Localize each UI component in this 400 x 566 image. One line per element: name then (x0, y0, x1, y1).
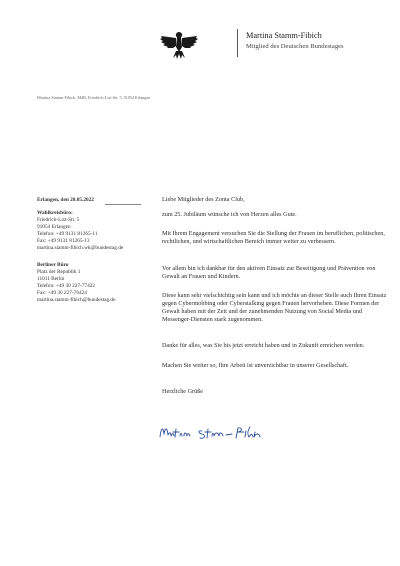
letter-paragraph: zum 25. Jubiläum wünsche ich von Herzen alles Gute. (162, 211, 297, 218)
letter-closing: Herzliche Grüße (162, 388, 204, 395)
wahlkreisbuero-heading: Wahlkreisbüro: (37, 210, 73, 216)
letter-paragraph: Mit Ihrem Engagement versuchen Sie die Stellung der Frauen im beruflichen, politischen, rechtlichen, und wirtschaftlichen Bereich immer weiter zu verbessern. (162, 230, 385, 245)
handwritten-signature (158, 420, 270, 444)
federal-eagle-icon (159, 28, 199, 60)
letter-salutation: Liebe Mitglieder des Zonta Club, (162, 196, 245, 203)
wahlkreisbuero-block (37, 210, 145, 251)
wahlkreisbuero-fax: Fax: +49 9131 81265-13 (37, 237, 90, 244)
letter-paragraph: Danke für alles, was Sie bis jetzt erreicht haben und in Zukunft erreichen werden. (162, 342, 365, 349)
date-rule (105, 204, 141, 205)
wahlkreisbuero-email: martina.stamm-fibich.wk@bundestag.de (37, 244, 124, 251)
letter-paragraph: Diese kann sehr vielschichtig sein kann und ich möchte an dieser Stelle auch Ihren Einsatz gegen Cybermobbing oder Cyberstalking gegen Frauen hervorheben. Diese Formen der Gewalt haben mit der Zeit und der zunehmenden Nutzung von Social Media und Messenger-Diensten stark zugenommen. (162, 292, 387, 323)
letter-paragraph: Machen Sie weiter so, Ihre Arbeit ist unverzichtbar in unserer Gesellschaft. (162, 362, 349, 369)
sender-title: Mitglied des Deutschen Bundestages (246, 43, 344, 50)
date-line: Erlangen, den 20.05.2022 (37, 197, 94, 203)
wahlkreisbuero-city: 91054 Erlangen (37, 223, 71, 230)
berliner-buero-fax: Fax: +49 30 227-76424 (37, 289, 87, 296)
sidebar-date (37, 197, 145, 204)
berliner-buero-heading: Berliner Büro (37, 262, 69, 268)
wahlkreisbuero-phone: Telefon: +49 9131 81265-11 (37, 230, 98, 237)
berliner-buero-phone: Telefon: +49 30 227-77422 (37, 282, 96, 289)
berliner-buero-street: Platz der Republik 1 (37, 268, 81, 275)
wahlkreisbuero-street: Friedrich-List-Str. 5 (37, 216, 80, 223)
return-address: Martina Stamm-Fibich, MdB, Friedrich-List-Str. 5, 91054 Erlangen (37, 95, 151, 100)
berliner-buero-email: martina.stamm-fibich@bundestag.de (37, 296, 116, 303)
sender-name: Martina Stamm-Fibich (246, 31, 322, 40)
header-divider (237, 29, 238, 57)
berliner-buero-city: 11011 Berlin (37, 275, 65, 282)
berliner-buero-block (37, 262, 145, 303)
letter-paragraph: Vor allem bin ich dankbar für den aktiven Einsatz zur Beseitigung und Prävention von Gewalt an Frauen und Kindern. (162, 265, 376, 280)
